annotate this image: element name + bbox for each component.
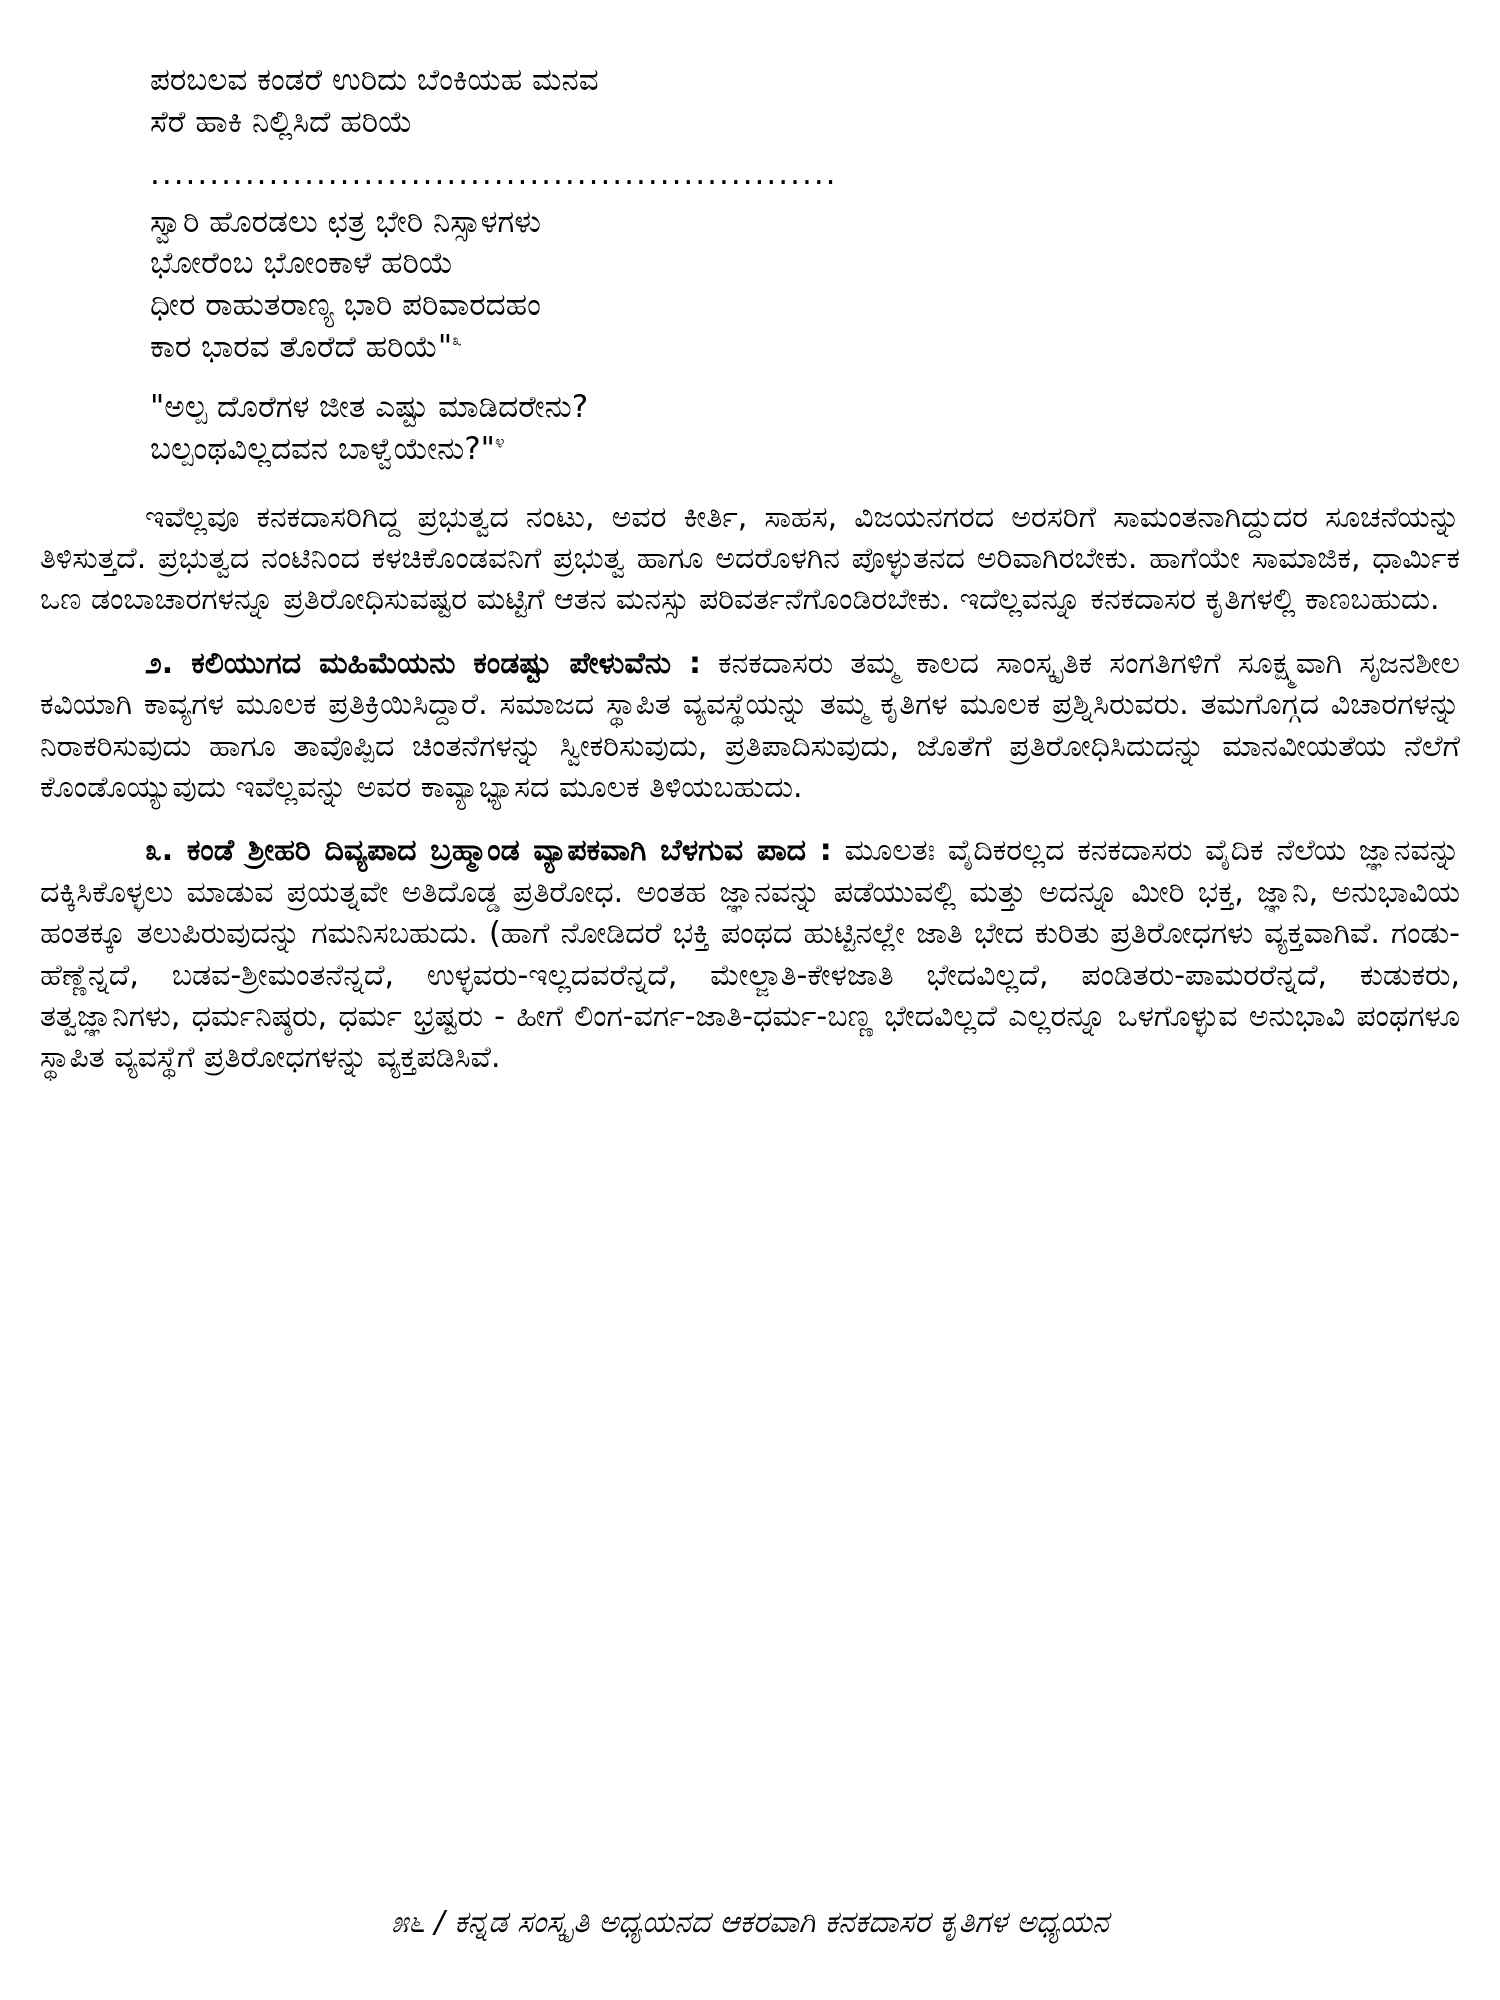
verse-line: ಪರಬಲವ ಕಂಡರೆ ಉರಿದು ಬೆಂಕಿಯಹ ಮನವ: [150, 62, 599, 98]
verse-line-text: ಬಲ್ಪಂಥವಿಲ್ಲದವನ ಬಾಳ್ವೆಯೇನು?": [150, 430, 495, 467]
section-2-paragraph: [40, 643, 1460, 809]
verse-block-3: [150, 387, 1460, 471]
section-3-body: ಮೂಲತಃ ವೈದಿಕರಲ್ಲದ ಕನಕದಾಸರು ವೈದಿಕ ನೆಲೆಯ ಜ್ಞಾನವನ್ನು ದಕ್ಕಿಸಿಕೊಳ್ಳಲು ಮಾಡುವ ಪ್ರಯತ್ನವೇ ಅತಿದೊಡ್ಡ ಪ್ರತಿರೋಧ. ಅಂತಹ ಜ್ಞಾನವನ್ನು ಪಡೆಯುವಲ್ಲಿ ಮತ್ತು ಅದನ್ನೂ ಮೀರಿ ಭಕ್ತ, ಜ್ಞಾನಿ, ಅನುಭಾವಿಯ ಹಂತಕ್ಕೂ ತಲುಪಿರುವುದನ್ನು ಗಮನಿಸಬಹುದು. (ಹಾಗೆ ನೋಡಿದರೆ ಭಕ್ತಿ ಪಂಥದ ಹುಟ್ಟಿನಲ್ಲೇ ಜಾತಿ ಭೇದ ಕುರಿತು ಪ್ರತಿರೋಧಗಳು ವ್ಯಕ್ತವಾಗಿವೆ. ಗಂಡು-ಹೆಣ್ಣೆನ್ನದೆ, ಬಡವ-ಶ್ರೀಮಂತನೆನ್ನದೆ, ಉಳ್ಳವರು-ಇಲ್ಲದವರೆನ್ನದೆ, ಮೇಲ್ಜಾತಿ-ಕೇಳಜಾತಿ ಭೇದವಿಲ್ಲದೆ, ಪಂಡಿತರು-ಪಾಮರರೆನ್ನದೆ, ಕುಡುಕರು, ತತ್ವಜ್ಞಾನಿಗಳು, ಧರ್ಮನಿಷ್ಠರು, ಧರ್ಮ ಭ್ರಷ್ಟರು - ಹೀಗೆ ಲಿಂಗ-ವರ್ಗ-ಜಾತಿ-ಧರ್ಮ-ಬಣ್ಣ ಭೇದವಿಲ್ಲದೆ ಎಲ್ಲರನ್ನೂ ಒಳಗೊಳ್ಳುವ ಅನುಭಾವಿ ಪಂಥಗಳೂ ಸ್ಥಾಪಿತ ವ್ಯವಸ್ಥೆಗೆ ಪ್ರತಿರೋಧಗಳನ್ನು ವ್ಯಕ್ತಪಡಿಸಿವೆ.: [40, 833, 1460, 1076]
page-footer: ೫೬ / ಕನ್ನಡ ಸಂಸ್ಕೃತಿ ಅಧ್ಯಯನದ ಆಕರವಾಗಿ ಕನಕದಾಸರ ಕೃತಿಗಳ ಅಧ್ಯಯನ: [391, 1905, 1109, 1940]
section-2-body: ಕನಕದಾಸರು ತಮ್ಮ ಕಾಲದ ಸಾಂಸ್ಕೃತಿಕ ಸಂಗತಿಗಳಿಗೆ ಸೂಕ್ಷ್ಮವಾಗಿ ಸೃಜನಶೀಲ ಕವಿಯಾಗಿ ಕಾವ್ಯಗಳ ಮೂಲಕ ಪ್ರತಿಕ್ರಿಯಿಸಿದ್ದಾರೆ. ಸಮಾಜದ ಸ್ಥಾಪಿತ ವ್ಯವಸ್ಥೆಯನ್ನು ತಮ್ಮ ಕೃತಿಗಳ ಮೂಲಕ ಪ್ರಶ್ನಿಸಿರುವರು. ತಮಗೊಗ್ಗದ ವಿಚಾರಗಳನ್ನು ನಿರಾಕರಿಸುವುದು ಹಾಗೂ ತಾವೊಪ್ಪಿದ ಚಿಂತನೆಗಳನ್ನು ಸ್ವೀಕರಿಸುವುದು, ಪ್ರತಿಪಾದಿಸುವುದು, ಜೊತೆಗೆ ಪ್ರತಿರೋಧಿಸಿದುದನ್ನು ಮಾನವೀಯತೆಯ ನೆಲೆಗೆ ಕೊಂಡೊಯ್ಯುವುದು ಇವೆಲ್ಲವನ್ನು ಅವರ ಕಾವ್ಯಾಭ್ಯಾಸದ ಮೂಲಕ ತಿಳಿಯಬಹುದು.: [40, 645, 1460, 805]
verse-line: ಸೆರೆ ಹಾಕಿ ನಿಲ್ಲಿಸಿದೆ ಹರಿಯೆ: [150, 103, 413, 140]
verse-line: ಸ್ವಾರಿ ಹೊರಡಲು ಛತ್ರ ಭೇರಿ ನಿಸ್ಸಾಳಗಳು: [150, 203, 541, 240]
verse-line-text: ಕಾರ ಭಾರವ ತೊರೆದೆ ಹರಿಯೆ": [150, 329, 453, 366]
ellipsis-separator: ..........................................................: [150, 155, 838, 192]
body-paragraph-1: ಇವೆಲ್ಲವೂ ಕನಕದಾಸರಿಗಿದ್ದ ಪ್ರಭುತ್ವದ ನಂಟು, ಅವರ ಕೀರ್ತಿ, ಸಾಹಸ, ವಿಜಯನಗರದ ಅರಸರಿಗೆ ಸಾಮಂತನಾಗಿದ್ದುದರ ಸೂಚನೆಯನ್ನು ತಿಳಿಸುತ್ತದೆ. ಪ್ರಭುತ್ವದ ನಂಟಿನಿಂದ ಕಳಚಿಕೊಂಡವನಿಗೆ ಪ್ರಭುತ್ವ ಹಾಗೂ ಅದರೊಳಗಿನ ಪೊಳ್ಳುತನದ ಅರಿವಾಗಿರಬೇಕು. ಹಾಗೆಯೇ ಸಾಮಾಜಿಕ, ಧಾರ್ಮಿಕ ಒಣ ಡಂಬಾಚಾರಗಳನ್ನೂ ಪ್ರತಿರೋಧಿಸುವಷ್ಟರ ಮಟ್ಟಿಗೆ ಆತನ ಮನಸ್ಸು ಪರಿವರ್ತನೆಗೊಂಡಿರಬೇಕು. ಇದೆಲ್ಲವನ್ನೂ ಕನಕದಾಸರ ಕೃತಿಗಳಲ್ಲಿ ಕಾಣಬಹುದು.: [40, 499, 1460, 618]
section-2-heading: ೨. ಕಲಿಯುಗದ ಮಹಿಮೆಯನು ಕಂಡಷ್ಟು ಪೇಳುವೆನು :: [145, 645, 702, 681]
verse-block-2: [150, 202, 1460, 369]
footnote-marker: ೪: [494, 432, 505, 453]
section-3-heading: ೩. ಕಂಡೆ ಶ್ರೀಹರಿ ದಿವ್ಯಪಾದ ಬ್ರಹ್ಮಾಂಡ ವ್ಯಾಪಕವಾಗಿ ಬೆಳಗುವ ಪಾದ :: [145, 833, 832, 869]
verse-line: ಭೋರೆಂಬ ಭೋಂಕಾಳೆ ಹರಿಯೆ: [150, 245, 454, 282]
page-body: [40, 60, 1460, 1101]
verse-line: [150, 429, 1460, 471]
verse-block-1: [150, 60, 1460, 144]
footnote-marker: ೩: [452, 330, 462, 351]
section-3-paragraph: [40, 830, 1460, 1078]
verse-line: "ಅಲ್ಪ ದೊರೆಗಳ ಜೀತ ಎಷ್ಟು ಮಾಡಿದರೇನು?: [150, 388, 589, 425]
ellipsis-block: [150, 154, 1460, 196]
verse-line: ಧೀರ ರಾಹುತರಾಣ್ಯ ಭಾರಿ ಪರಿವಾರದಹಂ: [150, 287, 541, 324]
verse-line: [150, 327, 1460, 369]
